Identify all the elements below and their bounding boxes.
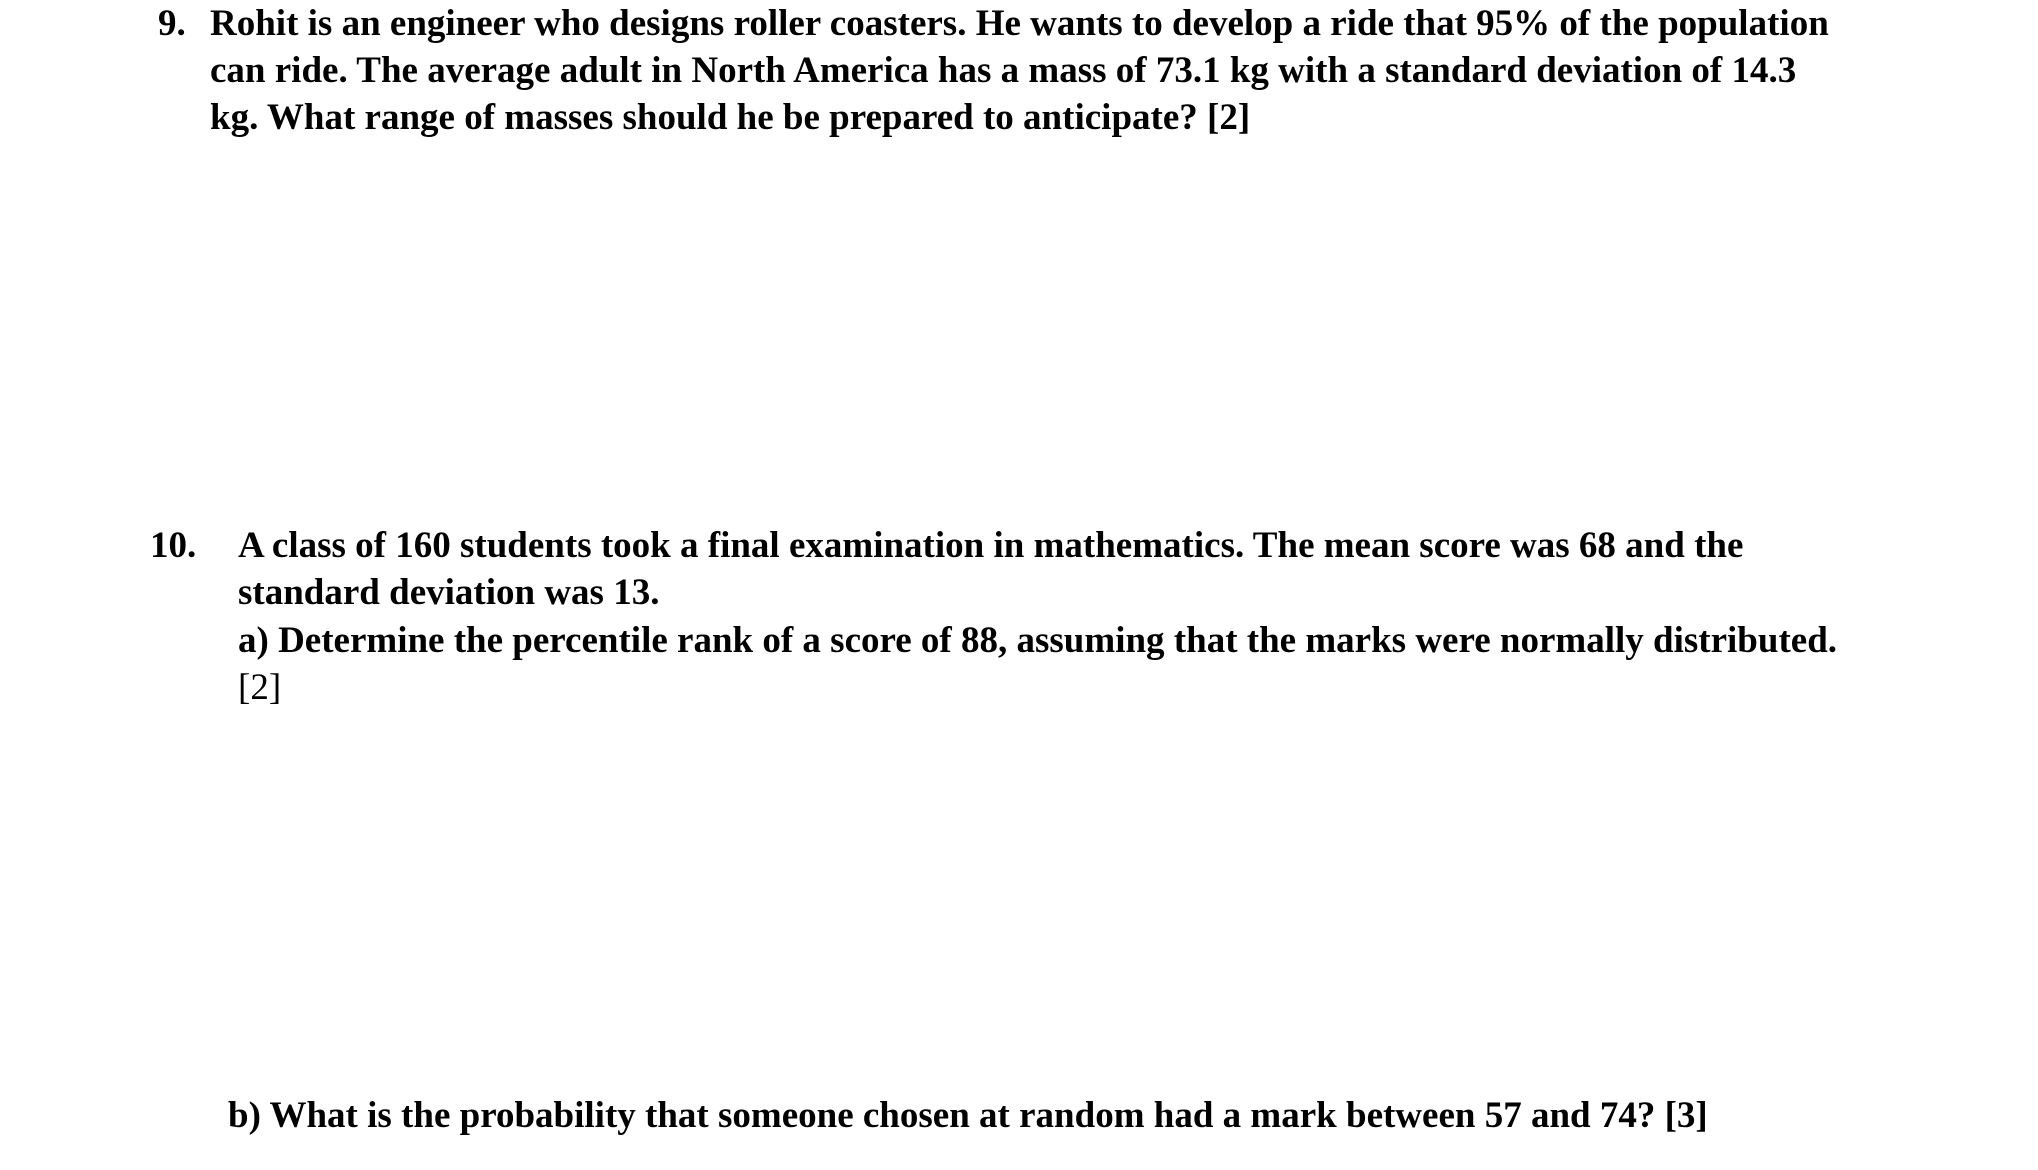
question-10-part-b: b) What is the probability that someone chosen at random had a mark between 57 and 74? [3] — [228, 1095, 1708, 1136]
question-10-intro-line-1: A class of 160 students took a final examination in mathematics. The mean score was 68 and the — [238, 525, 1744, 566]
question-10-part-a: a) Determine the percentile rank of a score of 88, assuming that the marks were normally distributed. — [238, 620, 1838, 661]
question-10-intro-line-2: standard deviation was 13. — [238, 572, 660, 613]
question-9-number: 9. — [158, 3, 186, 44]
question-9-text-line-3: kg. What range of masses should he be prepared to anticipate? [2] — [210, 97, 1251, 138]
question-10-number: 10. — [150, 525, 197, 566]
question-10-part-a-marks: [2] — [238, 667, 282, 708]
question-9-text-line-1: Rohit is an engineer who designs roller coasters. He wants to develop a ride that 95% of the population — [210, 3, 1829, 44]
question-9-text-line-2: can ride. The average adult in North America has a mass of 73.1 kg with a standard deviation of 14.3 — [210, 50, 1797, 91]
